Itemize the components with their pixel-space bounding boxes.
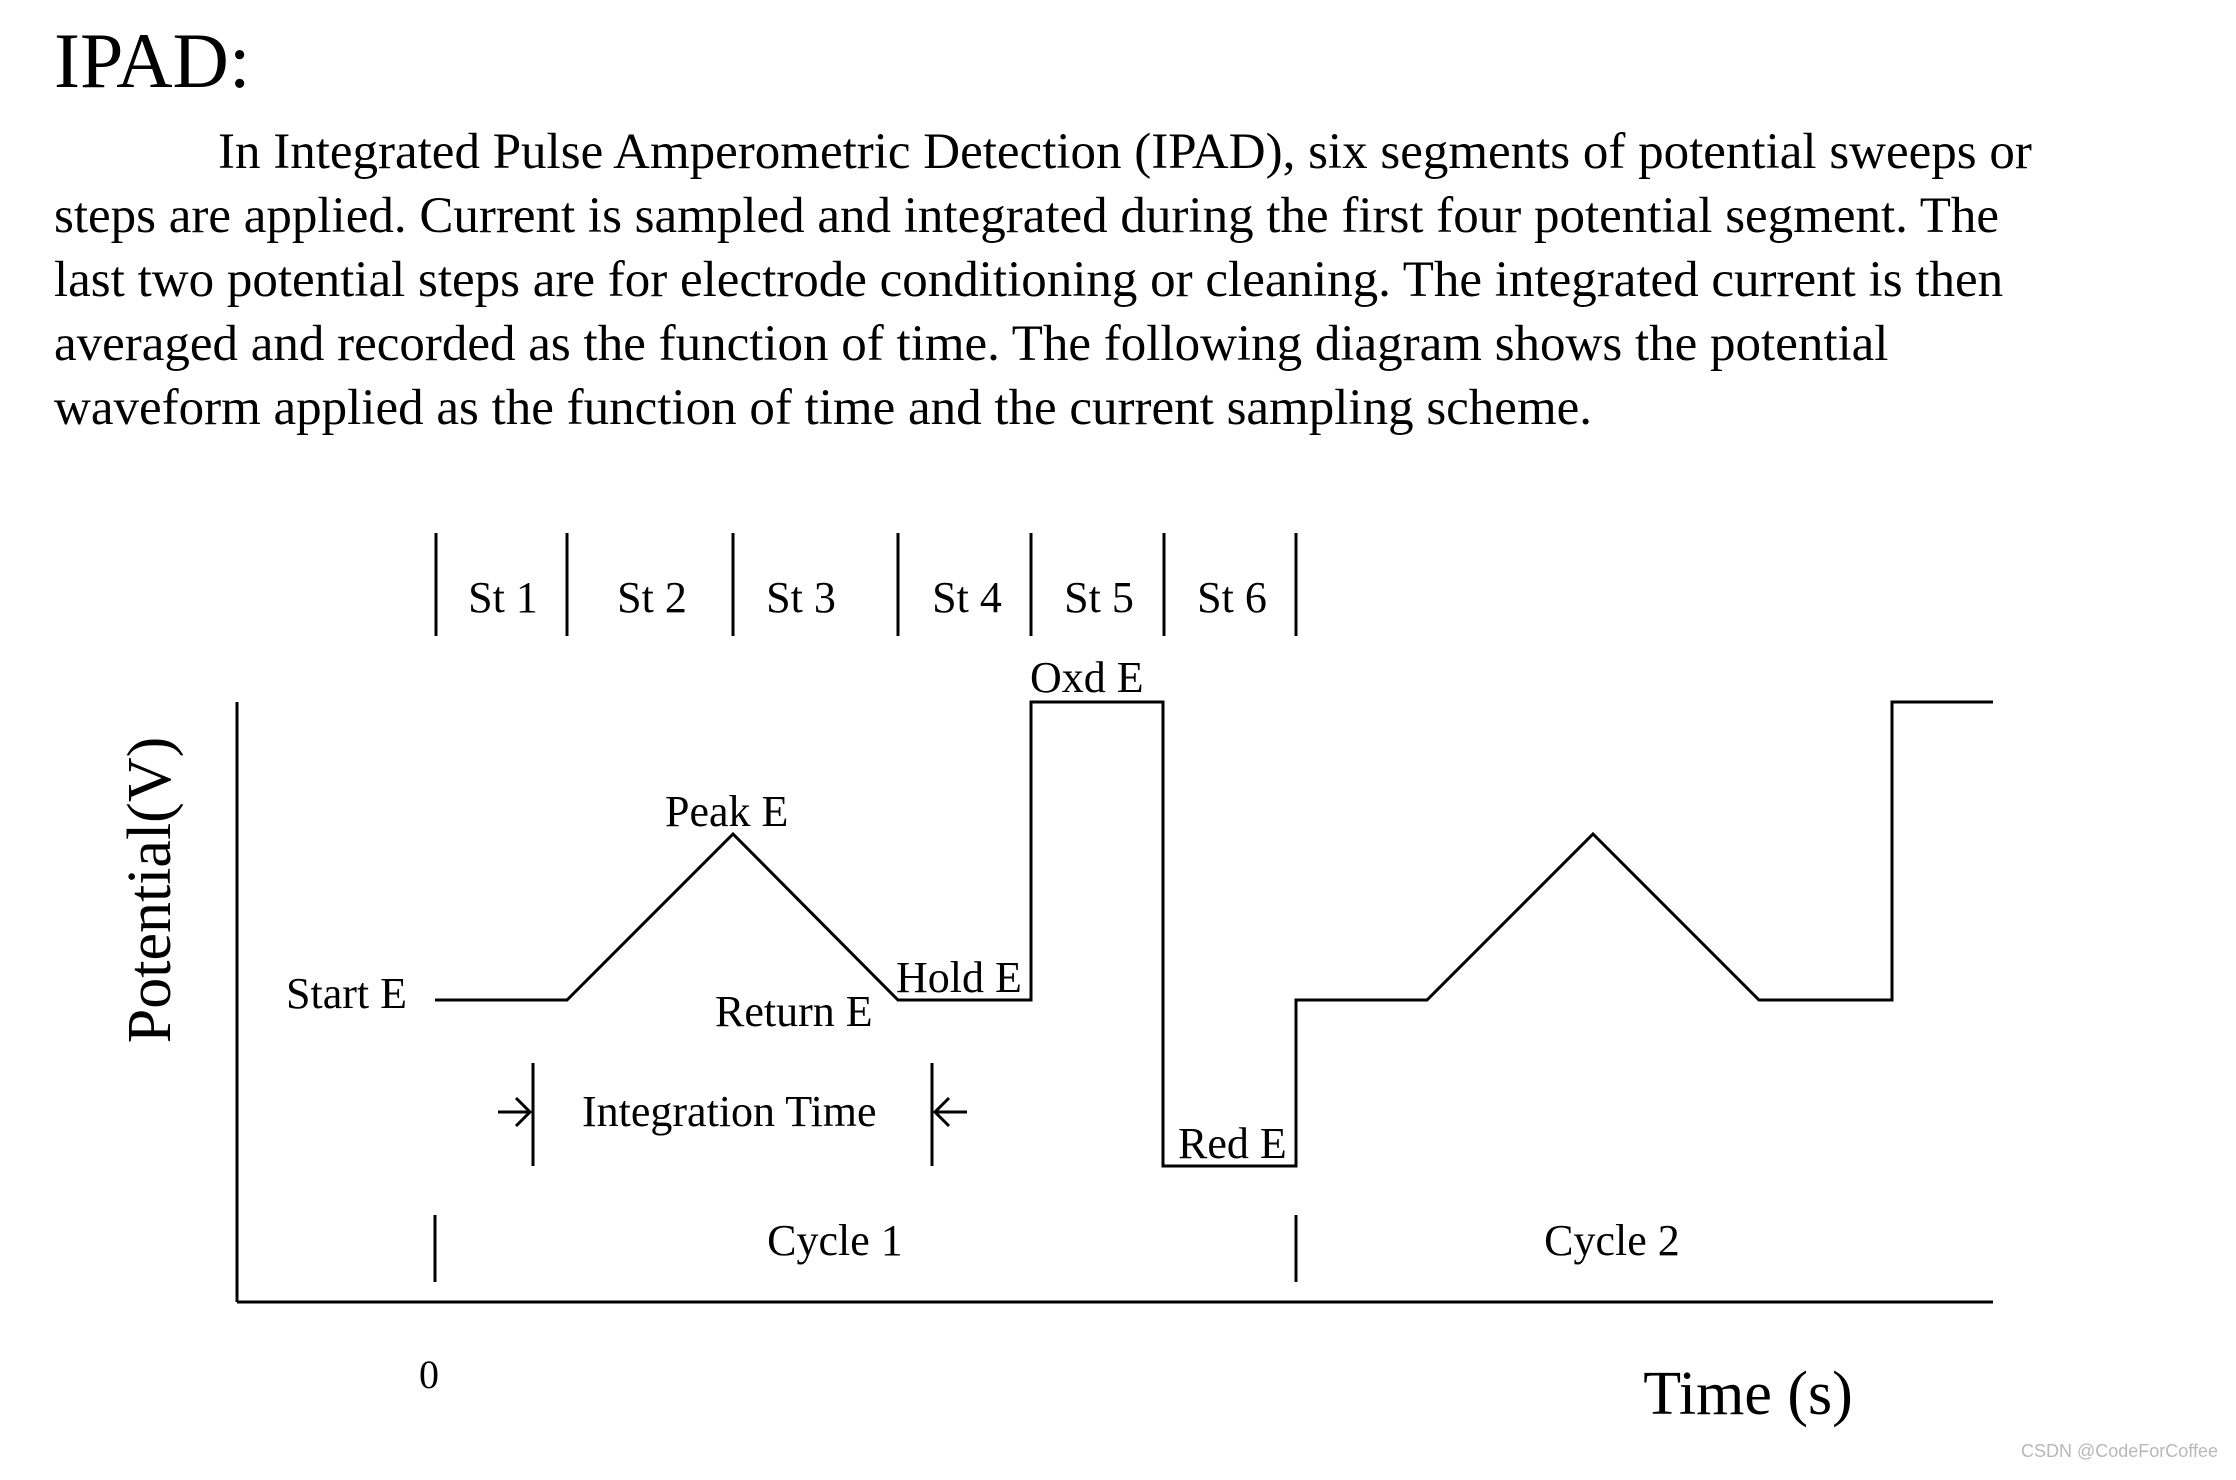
label-peak-e: Peak E <box>665 787 789 836</box>
label-start-e: Start E <box>286 969 407 1018</box>
label-cycle-1: Cycle 1 <box>767 1216 903 1265</box>
page-title: IPAD: <box>54 17 251 104</box>
step-label-st2: St 2 <box>617 573 687 622</box>
watermark: CSDN @CodeForCoffee <box>2020 1441 2218 1461</box>
label-return-e: Return E <box>715 987 873 1036</box>
paragraph-line: steps are applied. Current is sampled and integrated during the first four potential segment. The <box>54 188 2000 244</box>
step-dividers <box>436 533 1296 636</box>
step-label-st4: St 4 <box>932 573 1002 622</box>
label-integration-time: Integration Time <box>582 1087 877 1136</box>
paragraph-line: waveform applied as the function of time and the current sampling scheme. <box>54 380 1592 436</box>
paragraph-line: In Integrated Pulse Amperometric Detection (IPAD), six segments of potential sweeps or <box>218 124 2032 180</box>
step-label-st3: St 3 <box>766 573 836 622</box>
label-hold-e: Hold E <box>896 953 1022 1002</box>
step-label-st6: St 6 <box>1197 573 1267 622</box>
x-axis-label: Time (s) <box>1643 1360 1853 1428</box>
paragraph-line: last two potential steps are for electrode conditioning or cleaning. The integrated current is then <box>54 252 2004 308</box>
paragraph-line: averaged and recorded as the function of time. The following diagram shows the potential <box>54 316 1889 372</box>
y-axis-label: Potential(V) <box>116 736 184 1044</box>
label-red-e: Red E <box>1178 1119 1287 1168</box>
label-cycle-2: Cycle 2 <box>1544 1216 1680 1265</box>
label-oxd-e: Oxd E <box>1030 653 1144 702</box>
step-label-st5: St 5 <box>1064 573 1134 622</box>
label-origin: 0 <box>419 1352 439 1397</box>
step-label-st1: St 1 <box>468 573 538 622</box>
